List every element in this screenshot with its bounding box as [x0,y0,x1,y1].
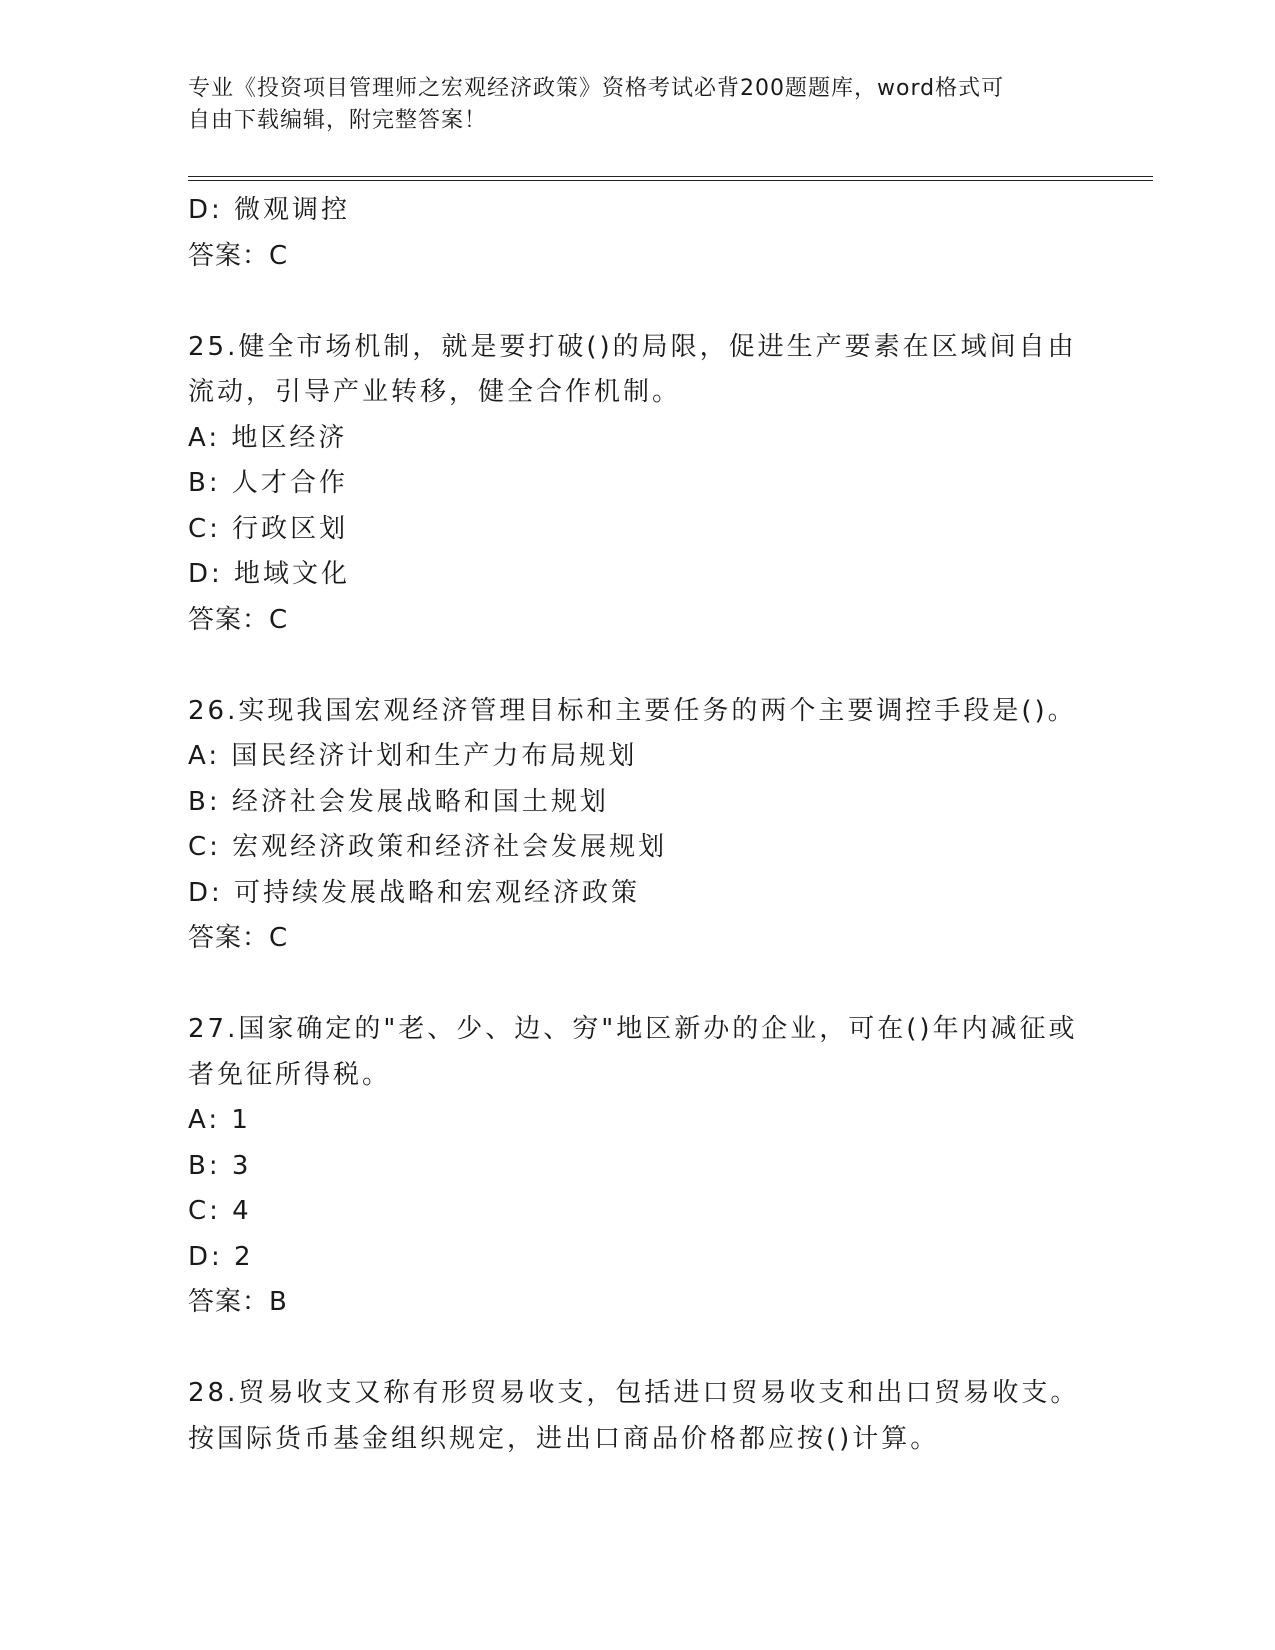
spacer [188,643,1088,689]
question-28 [188,1371,1088,1462]
question-26-option-b: B: 经济社会发展战略和国土规划 [188,786,609,817]
question-26-text-1: 26.实现我国宏观经济管理目标和主要任务的两个主要调控手段是()。 [188,695,1077,726]
header-divider [188,176,1153,181]
question-25-text-1: 25.健全市场机制，就是要打破()的局限，促进生产要素在区域间自由 [188,331,1077,362]
question-27-option-d: D: 2 [188,1241,254,1272]
question-27 [188,1007,1088,1326]
question-26-answer: 答案：C [188,923,289,953]
question-25-option-a: A: 地区经济 [188,422,348,453]
question-27-answer: 答案：B [188,1287,288,1317]
page-header [188,73,1068,137]
question-26-option-c: C: 宏观经济政策和经济社会发展规划 [188,832,668,862]
header-line-2: 自由下载编辑，附完整答案！ [188,108,488,133]
question-27-option-c: C: 4 [188,1196,252,1226]
spacer [188,1326,1088,1372]
question-27-text-2: 者免征所得税。 [188,1059,392,1090]
question-content [188,188,1088,1462]
question-26 [188,689,1088,962]
question-25-answer: 答案：C [188,604,289,635]
question-25-option-c: C: 行政区划 [188,513,349,544]
question-28-text-1: 28.贸易收支又称有形贸易收支，包括进口贸易收支和出口贸易收支。 [188,1378,1080,1408]
question-27-option-a: A: 1 [188,1105,251,1135]
header-line-1: 专业《投资项目管理师之宏观经济政策》资格考试必背200题题库，word格式可 [188,76,1005,101]
question-27-text-1: 27.国家确定的"老、少、边、穷"地区新办的企业，可在()年内减征或 [188,1014,1078,1044]
question-25-option-d: D: 地域文化 [188,559,351,589]
question-26-option-a: A: 国民经济计划和生产力布局规划 [188,741,638,771]
prev-answer: 答案：C [188,240,289,271]
question-26-option-d: D: 可持续发展战略和宏观经济政策 [188,877,641,908]
question-25-option-b: B: 人才合作 [188,468,348,498]
prev-option-d: D: 微观调控 [188,195,351,225]
spacer [188,962,1088,1008]
question-28-text-2: 按国际货币基金组织规定，进出口商品价格都应按()计算。 [188,1423,940,1454]
spacer [188,279,1088,325]
question-27-option-b: B: 3 [188,1150,252,1181]
question-25 [188,325,1088,644]
question-25-text-2: 流动，引导产业转移，健全合作机制。 [188,377,682,407]
